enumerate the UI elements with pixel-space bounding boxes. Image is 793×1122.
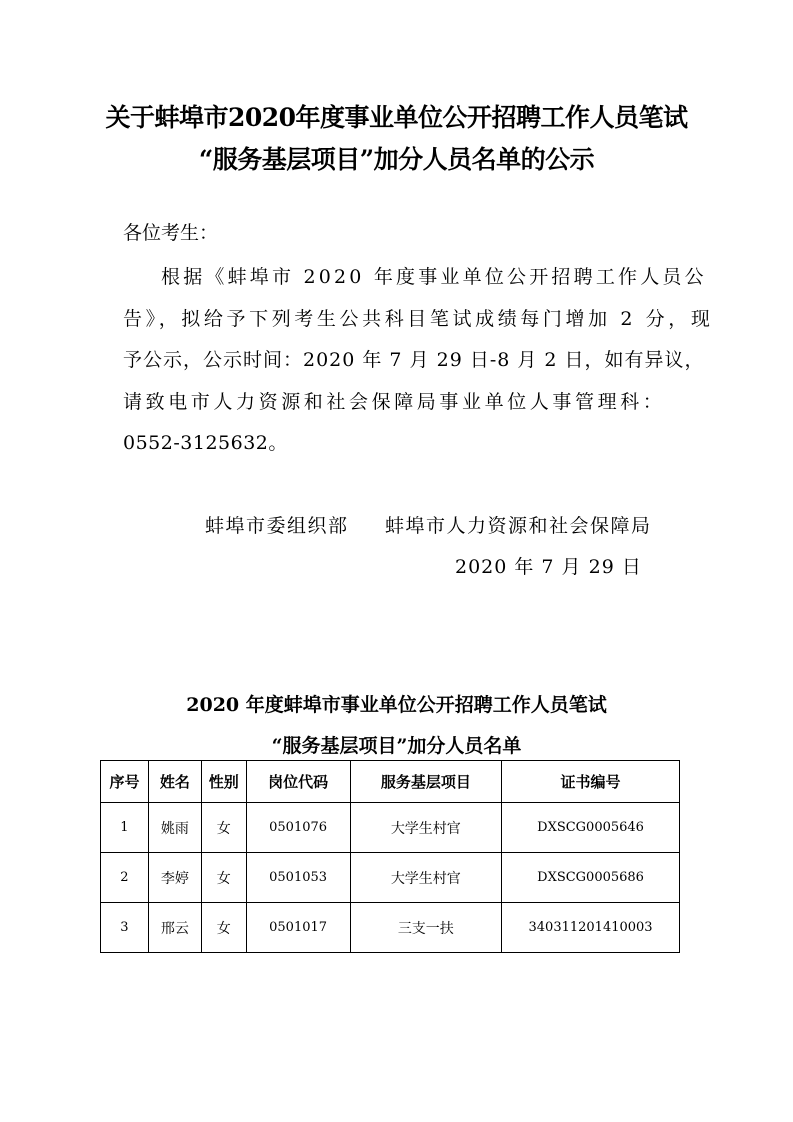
table-header-row — [101, 761, 680, 803]
notice-paragraph-line: 告》，拟给予下列考生公共科目笔试成绩每门增加 2 分，现 — [123, 308, 714, 330]
notice-title-line-1: 关于蚌埠市2020年度事业单位公开招聘工作人员笔试 — [105, 103, 688, 132]
notice-paragraph-line: 请致电市人力资源和社会保障局事业单位人事管理科： — [123, 391, 666, 413]
table-title-line-1: 2020 年度蚌埠市事业单位公开招聘工作人员笔试 — [186, 694, 607, 716]
signature-org-hr-bureau: 蚌埠市人力资源和社会保障局 — [385, 515, 652, 537]
cell-certificate-number: DXSCG0005646 — [502, 803, 680, 853]
cell-gender: 女 — [201, 903, 246, 953]
notice-paragraph-line: 根据《蚌埠市 2020 年度事业单位公开招聘工作人员公 — [161, 266, 707, 288]
cell-position-code: 0501053 — [246, 853, 350, 903]
header-position-code: 岗位代码 — [246, 761, 350, 803]
notice-paragraph-line: 0552-3125632。 — [123, 432, 288, 454]
cell-service-program: 大学生村官 — [350, 853, 502, 903]
signature-date: 2020 年 7 月 29 日 — [455, 556, 642, 578]
table-row — [101, 903, 680, 953]
cell-name: 李婷 — [148, 853, 201, 903]
header-certificate-number: 证书编号 — [502, 761, 680, 803]
cell-serial-number: 2 — [101, 853, 149, 903]
table-title-line-2: “服务基层项目”加分人员名单 — [271, 735, 522, 757]
cell-name: 邢云 — [148, 903, 201, 953]
cell-service-program: 大学生村官 — [350, 803, 502, 853]
header-gender: 性别 — [201, 761, 246, 803]
table-row — [101, 803, 680, 853]
cell-position-code: 0501017 — [246, 903, 350, 953]
header-name: 姓名 — [148, 761, 201, 803]
cell-service-program: 三支一扶 — [350, 903, 502, 953]
header-serial-number: 序号 — [101, 761, 149, 803]
cell-serial-number: 1 — [101, 803, 149, 853]
cell-gender: 女 — [201, 803, 246, 853]
cell-position-code: 0501076 — [246, 803, 350, 853]
cell-name: 姚雨 — [148, 803, 201, 853]
notice-title-line-2: “服务基层项目”加分人员名单的公示 — [198, 145, 595, 174]
cell-certificate-number: 340311201410003 — [502, 903, 680, 953]
cell-certificate-number: DXSCG0005686 — [502, 853, 680, 903]
roster-table — [100, 760, 680, 953]
header-service-program: 服务基层项目 — [350, 761, 502, 803]
table-row — [101, 853, 680, 903]
signature-org-organization-dept: 蚌埠市委组织部 — [205, 515, 349, 537]
greeting: 各位考生： — [123, 222, 219, 244]
cell-serial-number: 3 — [101, 903, 149, 953]
notice-paragraph-line: 予公示，公示时间：2020 年 7 月 29 日-8 月 2 日，如有异议， — [123, 349, 705, 371]
cell-gender: 女 — [201, 853, 246, 903]
